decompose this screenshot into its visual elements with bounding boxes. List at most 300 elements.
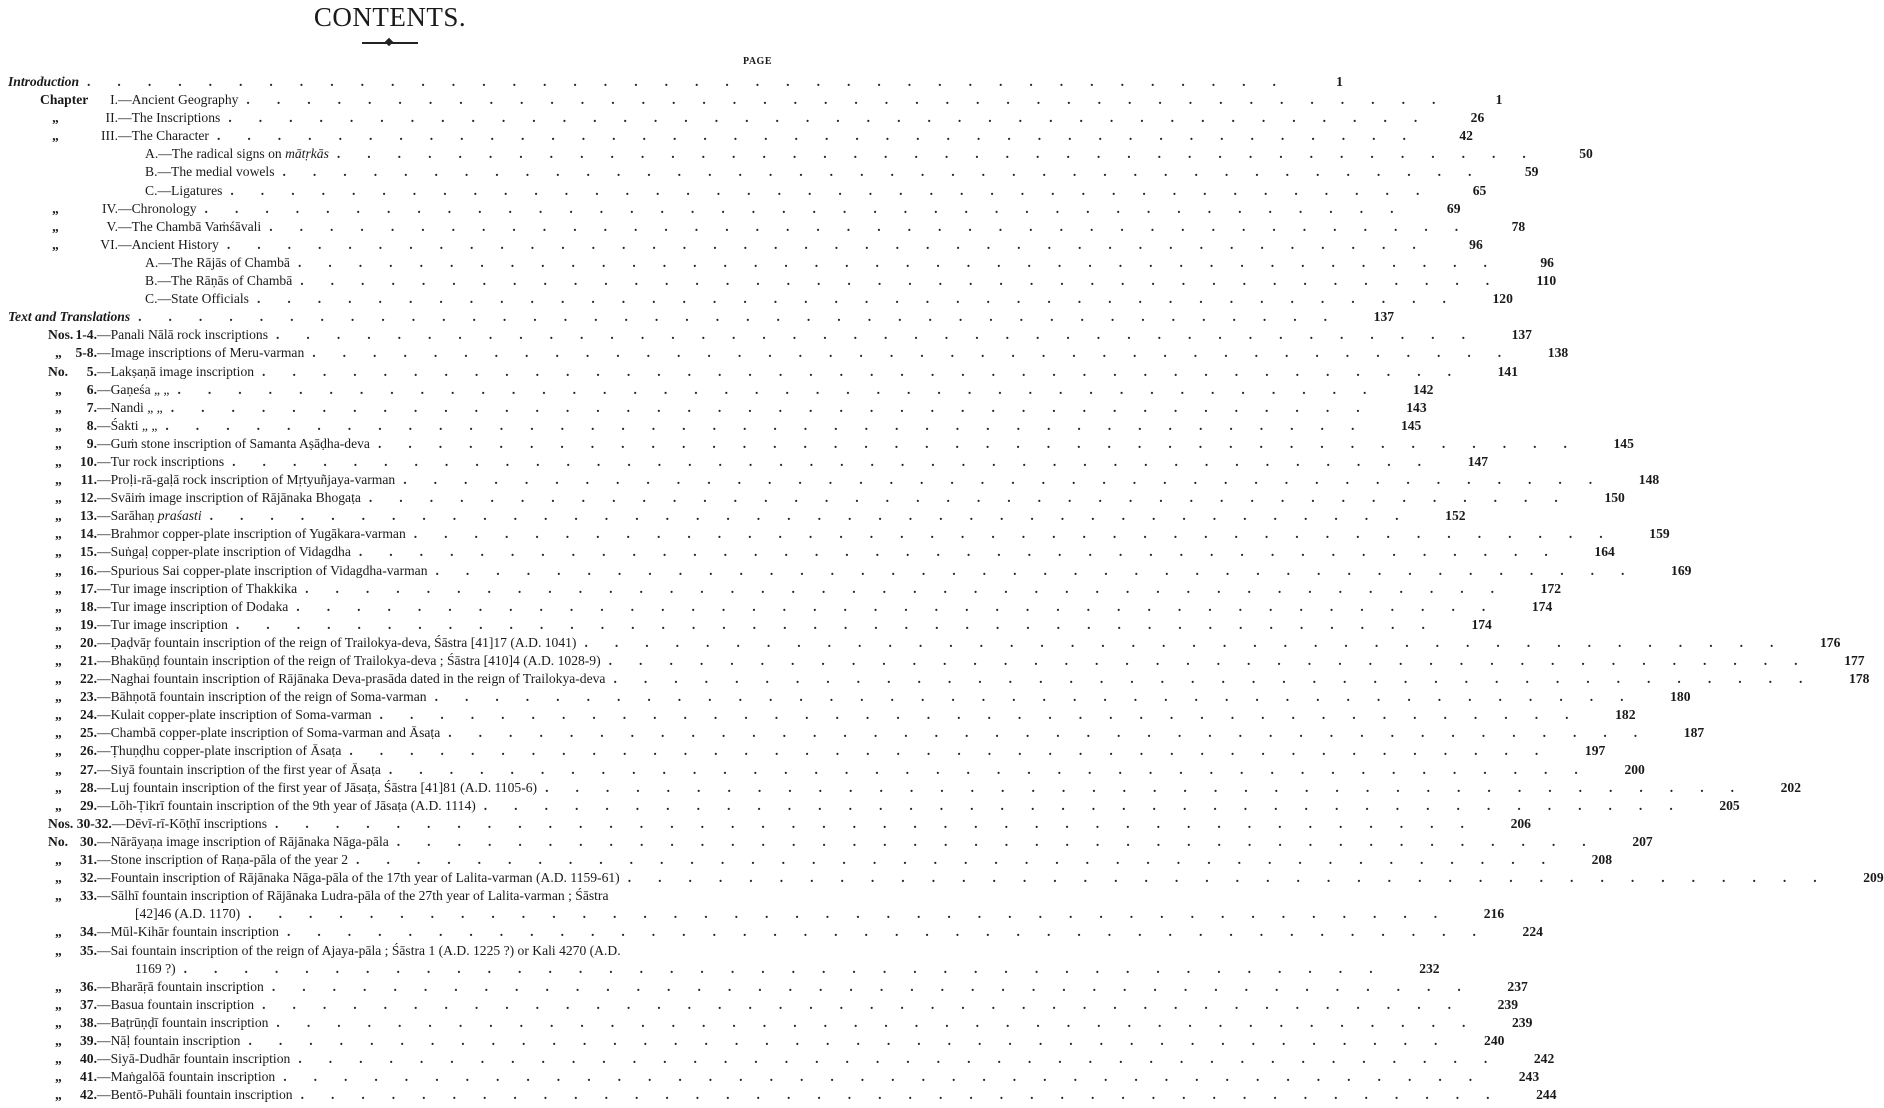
entry-title — [97, 634, 576, 652]
toc-entry[interactable] — [0, 91, 1503, 109]
dot-leader: ........................................ — [305, 580, 1522, 596]
dot-leader: ........................................ — [271, 978, 1488, 994]
dot-leader: ........................................ — [448, 725, 1665, 741]
toc-entry[interactable] — [0, 163, 1539, 181]
entry-title — [97, 453, 224, 471]
entry-number: 18. — [80, 598, 97, 614]
entry-number: 29. — [80, 797, 97, 813]
entry-number: 34. — [80, 924, 97, 940]
entry-number: 30. — [80, 833, 97, 849]
dot-leader: ........................................ — [246, 92, 1463, 108]
dot-leader: ........................................ — [403, 472, 1620, 488]
entry-title — [97, 1086, 293, 1104]
toc-entry[interactable] — [0, 109, 1485, 127]
toc-entry[interactable] — [0, 634, 1841, 652]
entry-title-text: —Panali Nālā rock inscriptions — [97, 327, 269, 343]
toc-entry[interactable] — [0, 1050, 1555, 1068]
toc-entry[interactable] — [0, 942, 780, 960]
entry-lead: Nos. — [48, 327, 74, 343]
entry-title-italic: mātṛkās — [285, 146, 329, 162]
entry-page: 96 — [1540, 254, 1554, 270]
dot-leader: ........................................ — [138, 309, 1355, 325]
entry-title-text: —Nandi „ „ — [97, 399, 163, 415]
entry-page: 65 — [1472, 182, 1487, 198]
entry-lead: „ — [52, 236, 59, 252]
diamond-ornament-icon — [385, 38, 393, 46]
entry-number: 26. — [80, 743, 97, 759]
entry-title-text: —Ṭhuṇḍhu copper-plate inscription of Āsaṭa — [97, 743, 342, 759]
toc-entry[interactable] — [0, 1086, 1557, 1104]
entry-title-text: —Chambā copper-plate inscription of Soma-varman and Āsaṭa — [97, 725, 441, 741]
entry-page: 69 — [1446, 200, 1461, 216]
entry-title-text: A.—The radical signs on — [145, 146, 286, 162]
dot-leader: ........................................ — [232, 453, 1449, 469]
entry-title — [97, 670, 605, 688]
dot-leader: ........................................ — [377, 435, 1594, 451]
toc-entry[interactable] — [0, 73, 1343, 91]
entry-title: Text and Translations — [8, 309, 131, 325]
entry-title-text: —Lōh-Ṭikrī fountain inscription of the 9th year of Jāsaṭa (A.D. 1114) — [97, 797, 476, 813]
entry-number: 20. — [80, 634, 97, 650]
title-ornament — [362, 40, 418, 46]
toc-entry[interactable] — [0, 236, 1483, 254]
entry-title — [145, 254, 290, 272]
page-title: CONTENTS. — [313, 2, 467, 32]
entry-page: 59 — [1524, 164, 1539, 180]
entry-lead: „ — [52, 110, 59, 126]
toc-entry[interactable] — [0, 543, 1615, 561]
entry-title — [97, 742, 341, 760]
entry-lead: „ — [52, 128, 59, 144]
toc-entry[interactable] — [0, 869, 1884, 887]
entry-page: 209 — [1863, 870, 1884, 886]
entry-lead: „ — [55, 689, 62, 705]
dot-leader: ........................................ — [276, 327, 1492, 343]
entry-page: 174 — [1471, 616, 1492, 632]
entry-lead: „ — [55, 1032, 62, 1048]
dot-leader: ........................................ — [275, 815, 1491, 831]
entry-lead: „ — [55, 1069, 62, 1085]
toc-entry[interactable] — [0, 471, 1660, 489]
entry-number: 9. — [86, 435, 97, 451]
entry-page: 244 — [1536, 1087, 1557, 1103]
toc-entry[interactable] — [0, 200, 1461, 218]
entry-title — [97, 489, 361, 507]
toc-entry[interactable] — [0, 145, 1593, 163]
toc-entry[interactable] — [0, 815, 1531, 833]
toc-entry[interactable] — [0, 417, 1422, 435]
entry-lead: „ — [55, 544, 62, 560]
entry-title-text: C.—State Officials — [145, 291, 249, 307]
entry-page: 141 — [1497, 363, 1518, 379]
entry-number: V. — [106, 218, 118, 234]
entry-number: 21. — [80, 653, 97, 668]
entry-title — [97, 833, 389, 851]
entry-page: 237 — [1507, 978, 1528, 994]
entry-page: 164 — [1594, 544, 1615, 560]
entry-title — [97, 580, 297, 598]
dot-leader: ........................................ — [286, 924, 1503, 940]
entry-page: 145 — [1400, 417, 1422, 433]
entry-title-text: —Bhakūṇḍ fountain inscription of the reign of Trailokya-deva ; Śāstra [410]4 (A.D. 1028-9) — [97, 653, 601, 668]
toc-entry[interactable] — [0, 399, 1427, 417]
entry-number: 12. — [80, 490, 97, 506]
entry-lead: „ — [55, 526, 62, 542]
entry-page: 159 — [1649, 526, 1670, 542]
entry-page: 26 — [1470, 110, 1485, 126]
entry-title — [97, 525, 406, 543]
entry-lead: „ — [55, 453, 62, 469]
entry-number: 7. — [86, 399, 97, 415]
entry-number: II. — [105, 110, 118, 126]
toc-entry[interactable] — [0, 706, 1636, 724]
entry-lead: „ — [55, 725, 62, 741]
dot-leader: ........................................ — [356, 852, 1572, 868]
toc-entry[interactable] — [0, 363, 1518, 381]
entry-page: 177 — [1844, 653, 1865, 668]
dot-leader: ........................................ — [228, 110, 1445, 126]
toc-entry[interactable] — [0, 670, 1870, 688]
entry-lead: „ — [55, 580, 62, 596]
entry-page: 216 — [1483, 906, 1505, 922]
entry-title-text: —Guṁ stone inscription of Samanta Aṣāḍha-deva — [97, 435, 370, 451]
dot-leader: ........................................ — [297, 254, 1514, 270]
toc-entry[interactable] — [0, 923, 1543, 941]
entry-number: 33. — [80, 888, 97, 904]
dot-leader: ........................................ — [368, 490, 1585, 506]
toc-entry[interactable] — [0, 308, 1395, 326]
toc-entry[interactable] — [0, 580, 1562, 598]
entry-number: 16. — [80, 562, 97, 578]
toc-entry[interactable] — [0, 182, 1487, 200]
dot-leader: ........................................ — [226, 236, 1443, 252]
entry-page: 150 — [1604, 490, 1625, 506]
toc-entry[interactable] — [0, 218, 1526, 236]
entry-page: 147 — [1467, 453, 1489, 469]
entry-page: 152 — [1445, 508, 1466, 524]
entry-page: 182 — [1615, 707, 1636, 723]
entry-lead: „ — [55, 381, 62, 397]
dot-leader: ........................................ — [170, 399, 1387, 415]
entry-lead: Chapter — [40, 92, 89, 108]
entry-lead: „ — [55, 1051, 62, 1067]
entry-page: 180 — [1670, 689, 1691, 705]
entry-page: 138 — [1547, 345, 1569, 361]
entry-title-text: —Svāiṁ image inscription of Rājānaka Bhogaṭa — [97, 490, 361, 506]
entry-title-text: —Sai fountain inscription of the reign of Ajaya-pāla ; Śāstra 1 (A.D. 1225 ?) or Kali 4270 (A.D. — [97, 942, 621, 958]
entry-number: 42. — [80, 1087, 97, 1103]
entry-title — [97, 761, 381, 779]
toc-entry[interactable] — [0, 344, 1569, 362]
toc-entry[interactable] — [0, 761, 1645, 779]
entry-title-text: —Ḍaḍvāṛ fountain inscription of the reign of Trailokya-deva, Śāstra [41]17 (A.D. 1041) — [97, 634, 577, 650]
entry-number: 1-4. — [75, 327, 97, 343]
entry-title — [97, 363, 254, 381]
entry-page: 187 — [1683, 725, 1705, 741]
entry-title — [97, 797, 476, 815]
dot-leader: ........................................ — [298, 1051, 1515, 1067]
entry-title — [97, 616, 228, 634]
dot-leader: ........................................ — [248, 906, 1465, 922]
dot-leader: ........................................ — [608, 653, 1825, 668]
dot-leader: ........................................ — [434, 689, 1651, 705]
entry-lead: „ — [55, 797, 62, 813]
entry-title-text: —Spurious Sai copper-plate inscription of Vidagdha-varman — [97, 562, 428, 578]
entry-page: 1 — [1336, 74, 1343, 89]
dot-leader: ........................................ — [413, 526, 1630, 542]
toc-entry[interactable] — [0, 1014, 1533, 1032]
entry-title-text: —Kulait copper-plate inscription of Soma-varman — [97, 707, 372, 723]
dot-leader: ........................................ — [87, 74, 1303, 89]
toc-entry[interactable] — [0, 742, 1606, 760]
entry-page: 110 — [1536, 273, 1557, 289]
dot-leader: ........................................ — [235, 616, 1452, 632]
entry-page: 240 — [1484, 1032, 1505, 1048]
entry-title — [97, 1068, 275, 1086]
entry-page: 232 — [1419, 960, 1440, 976]
entry-title — [97, 598, 288, 616]
entry-title: —The Chambā Vaṁśāvali — [118, 218, 262, 234]
toc-entry[interactable] — [0, 598, 1553, 616]
dot-leader: ........................................ — [276, 1014, 1493, 1030]
toc-entry[interactable] — [0, 616, 1492, 634]
entry-page: 205 — [1719, 797, 1740, 813]
entry-title-italic: praśasti — [157, 508, 202, 524]
entry-title — [97, 869, 620, 887]
dot-leader: ........................................ — [584, 634, 1801, 650]
dot-leader: ........................................ — [388, 761, 1605, 777]
toc-entry[interactable] — [0, 507, 1466, 525]
entry-title — [97, 978, 264, 996]
toc-entry[interactable] — [0, 326, 1532, 344]
entry-number: 31. — [80, 852, 97, 868]
entry-title-text: —Fountain inscription of Rājānaka Nāga-pāla of the 17th year of Lalita-varman (A.D. 1159-61) — [97, 870, 620, 886]
entry-number: 11. — [80, 472, 97, 488]
entry-title — [97, 996, 254, 1014]
entry-number: 25. — [80, 725, 97, 741]
toc-entry[interactable] — [0, 978, 1528, 996]
toc-entry[interactable] — [0, 996, 1518, 1014]
entry-title-text: —Bharāṛā fountain inscription — [97, 978, 264, 994]
entry-lead: „ — [55, 417, 62, 433]
entry-title — [145, 272, 292, 290]
entry-page: 239 — [1497, 996, 1518, 1012]
dot-leader: ........................................ — [209, 508, 1426, 524]
dot-leader: ........................................ — [300, 1087, 1517, 1103]
dot-leader: ........................................ — [336, 146, 1553, 162]
entry-page: 206 — [1510, 815, 1531, 831]
entry-title-text: —Maṅgalōā fountain inscription — [97, 1069, 276, 1085]
entry-title — [97, 779, 537, 797]
toc-entry[interactable] — [0, 833, 1653, 851]
entry-number: 36. — [80, 978, 97, 994]
entry-title-text: —Basua fountain inscription — [97, 996, 255, 1012]
entry-page: 96 — [1469, 236, 1483, 252]
toc-entry[interactable] — [0, 797, 1740, 815]
entry-title-text: C.—Ligatures — [145, 182, 223, 198]
entry-title-text: A.—The Rājās of Chambā — [145, 254, 290, 270]
entry-title: —Ancient Geography — [118, 92, 239, 108]
toc-entry[interactable] — [0, 779, 1801, 797]
toc-entry[interactable] — [0, 1032, 1505, 1050]
dot-leader: ........................................ — [545, 779, 1761, 795]
entry-page: 207 — [1632, 833, 1653, 849]
entry-title — [97, 887, 609, 905]
entry-number: 10. — [80, 453, 97, 469]
toc-entry-continuation[interactable] — [0, 960, 1440, 978]
toc-entry[interactable] — [0, 290, 1513, 308]
entry-number: 23. — [80, 689, 97, 705]
entry-title-text: —Tur rock inscriptions — [97, 453, 225, 469]
entry-page: 197 — [1584, 743, 1606, 759]
entry-number: 27. — [80, 761, 97, 777]
entry-number: 13. — [80, 508, 97, 524]
entry-title-text: —Bāhṇotā fountain inscription of the reign of Soma-varman — [97, 689, 427, 705]
entry-lead: „ — [55, 996, 62, 1012]
entry-title-text: —Śakti „ „ — [97, 417, 158, 433]
entry-page: 78 — [1511, 218, 1526, 234]
entry-page: 50 — [1579, 146, 1593, 162]
entry-title — [145, 290, 249, 308]
toc-entry[interactable] — [0, 127, 1473, 145]
dot-leader: ........................................ — [262, 363, 1478, 379]
entry-title-text: —Mūl-Kihār fountain inscription — [97, 924, 279, 940]
entry-lead: „ — [55, 490, 62, 506]
entry-number: 32. — [80, 870, 97, 886]
entry-title — [97, 1032, 240, 1050]
entry-number: 41. — [80, 1069, 97, 1085]
entry-lead: „ — [55, 743, 62, 759]
dot-leader: ........................................ — [204, 200, 1421, 216]
entry-page: 145 — [1613, 435, 1634, 451]
dot-leader: ........................................ — [627, 870, 1844, 886]
entry-page: 200 — [1624, 761, 1645, 777]
entry-lead: „ — [55, 345, 62, 361]
entry-number: III. — [101, 128, 118, 144]
toc-entry[interactable] — [0, 272, 1557, 290]
entry-lead: „ — [55, 508, 62, 524]
entry-page: 208 — [1591, 852, 1612, 868]
toc-entry[interactable] — [0, 652, 1865, 670]
entry-page: 148 — [1638, 472, 1660, 488]
dot-leader: ........................................ — [300, 273, 1517, 289]
entry-title — [145, 145, 329, 163]
entry-title — [97, 562, 428, 580]
entry-lead: „ — [55, 399, 62, 415]
entry-lead: „ — [55, 942, 62, 958]
dot-leader: ........................................ — [248, 1032, 1465, 1048]
entry-page: 242 — [1533, 1051, 1555, 1067]
toc-entry[interactable] — [0, 887, 780, 905]
entry-title-text: —Sarāhaṇ — [97, 508, 158, 524]
dot-leader: ........................................ — [312, 345, 1529, 361]
entry-title-text: —Gaṇeśa „ „ — [97, 381, 170, 397]
entry-title — [145, 182, 222, 200]
entry-number: 6. — [86, 381, 97, 397]
dot-leader: ........................................ — [269, 218, 1486, 234]
dot-leader: ........................................ — [165, 417, 1382, 433]
entry-number: 35. — [80, 942, 97, 958]
entry-lead: „ — [55, 852, 62, 868]
toc-entry[interactable] — [0, 724, 1705, 742]
entry-title-text: —Tur image inscription — [97, 616, 228, 632]
dot-leader: ........................................ — [230, 182, 1447, 198]
entry-title: —Ancient History — [118, 236, 219, 252]
entry-page: 224 — [1522, 924, 1543, 940]
entry-title-text: —Siyā fountain inscription of the first year of Āsaṭa — [97, 761, 381, 777]
toc-entry[interactable] — [0, 435, 1634, 453]
entry-lead: „ — [55, 1014, 62, 1030]
dot-leader: ........................................ — [183, 960, 1400, 976]
entry-lead: No. — [48, 833, 69, 849]
entry-title: —The Character — [118, 128, 209, 144]
toc-entry[interactable] — [0, 851, 1612, 869]
entry-number: 14. — [80, 526, 97, 542]
page-column-header: PAGE — [742, 56, 772, 67]
toc-entry[interactable] — [0, 688, 1691, 706]
entry-title-text: —Image inscriptions of Meru-varman — [97, 345, 305, 361]
entry-page: 239 — [1511, 1014, 1533, 1030]
entry-title-text: —Sālhī fountain inscription of Rājānaka Ludra-pāla of the 27th year of Lalita-varman ; Śāstra — [97, 888, 609, 904]
entry-number: 24. — [80, 707, 97, 723]
dot-leader: ........................................ — [256, 291, 1473, 307]
entry-lead: „ — [52, 218, 59, 234]
toc-entry[interactable] — [0, 525, 1670, 543]
toc-entry[interactable] — [0, 562, 1692, 580]
entry-title: —Dēvī-rī-Kōṭhī inscriptions — [111, 815, 268, 831]
dot-leader: ........................................ — [262, 996, 1478, 1012]
dot-leader: ........................................ — [435, 562, 1652, 578]
entry-number: 15. — [80, 544, 97, 560]
entry-title-text: —Tur image inscription of Thakkika — [97, 580, 298, 596]
entry-lead: „ — [55, 598, 62, 614]
entry-title — [97, 507, 202, 525]
entry-title-text: —Suṅgaḷ copper-plate inscription of Vidagdha — [97, 544, 351, 560]
entry-title — [97, 1014, 268, 1032]
entry-number: 38. — [80, 1014, 97, 1030]
entry-title: —Chronology — [118, 200, 197, 216]
entry-page: 174 — [1531, 598, 1553, 614]
entry-title — [97, 417, 157, 435]
toc-entry[interactable] — [0, 489, 1625, 507]
entry-title-text: —Bentō-Puhāli fountain inscription — [97, 1087, 293, 1103]
entry-page: 143 — [1406, 399, 1427, 415]
toc-entry-continuation[interactable] — [0, 905, 1505, 923]
entry-lead: „ — [55, 653, 62, 668]
entry-lead: „ — [55, 634, 62, 650]
entry-number: 28. — [80, 779, 97, 795]
entry-title-text: —Luj fountain inscription of the first year of Jāsaṭa, Śāstra [41]81 (A.D. 1105-6) — [97, 779, 538, 795]
entry-title — [97, 942, 621, 960]
entry-title — [97, 923, 279, 941]
toc-entry[interactable] — [0, 254, 1554, 272]
entry-title-continued: 1169 ?) — [135, 960, 176, 976]
entry-lead: „ — [55, 707, 62, 723]
entry-page: 137 — [1373, 309, 1395, 325]
toc-entry[interactable] — [0, 453, 1489, 471]
toc-entry[interactable] — [0, 1068, 1540, 1086]
toc-entry[interactable] — [0, 381, 1434, 399]
dot-leader: ........................................ — [358, 544, 1575, 560]
dot-leader: ........................................ — [379, 707, 1596, 723]
entry-number: 19. — [80, 616, 97, 632]
entry-title-continued: [42]46 (A.D. 1170) — [135, 906, 241, 922]
entry-number: 8. — [86, 417, 97, 433]
entry-title-text: —Siyā-Dudhār fountain inscription — [97, 1051, 291, 1067]
entry-title — [97, 326, 268, 344]
entry-title: —The Inscriptions — [118, 110, 221, 126]
entry-title-text: —Lakṣaṇā image inscription — [97, 363, 255, 379]
